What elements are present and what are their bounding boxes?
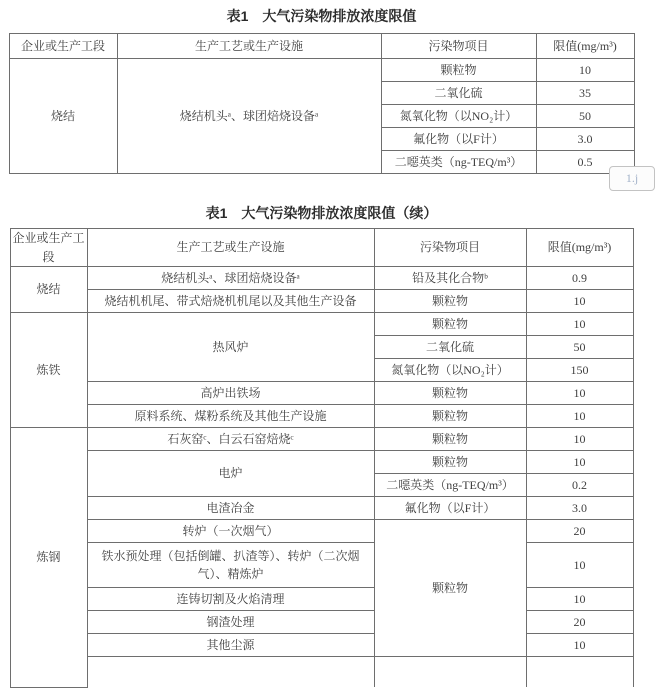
table-row	[10, 634, 633, 657]
header-process-facility: 生产工艺或生产设施	[87, 229, 374, 267]
table-row	[10, 290, 633, 313]
table-row	[10, 451, 633, 474]
pollutant-cell-merged: 颗粒物	[374, 520, 526, 657]
table-row-cutoff	[10, 657, 633, 688]
facility-cell: 电炉	[87, 451, 374, 497]
facility-cell: 高炉出铁场	[87, 382, 374, 405]
limit-cell: 0.9	[526, 267, 633, 290]
section-cell-sintering: 烧结	[10, 267, 87, 313]
pollutant-cell: 颗粒物	[374, 290, 526, 313]
table-row	[10, 382, 633, 405]
limit-cell: 10	[526, 588, 633, 611]
facility-cell: 铁水预处理（包括倒罐、扒渣等）、转炉（二次烟气）、精炼炉	[87, 543, 374, 588]
pollutant-cell	[374, 657, 526, 688]
table2-title: 表1 大气污染物排放浓度限值（续）	[205, 205, 438, 221]
limit-cell: 10	[526, 290, 633, 313]
limit-cell: 10	[536, 59, 634, 82]
limit-cell: 10	[526, 451, 633, 474]
limit-cell: 0.5	[536, 151, 634, 174]
limit-cell: 10	[526, 543, 633, 588]
limit-cell	[526, 657, 633, 688]
pollutant-cell: 颗粒物	[374, 451, 526, 474]
pollutant-cell: 氮氧化物（以NO₂计）	[381, 105, 536, 128]
section-cell: 烧结	[9, 59, 117, 174]
table2-header-row	[10, 229, 633, 267]
limit-cell: 20	[526, 520, 633, 543]
limit-cell: 50	[536, 105, 634, 128]
facility-cell: 转炉（一次烟气）	[87, 520, 374, 543]
pollutant-cell: 铅及其化合物ᵇ	[374, 267, 526, 290]
pollutant-cell: 氟化物（以F计）	[381, 128, 536, 151]
facility-cell: 热风炉	[87, 313, 374, 382]
facility-cell: 电渣冶金	[87, 497, 374, 520]
header-limit-value: 限值(mg/m³)	[526, 229, 633, 267]
limit-cell: 10	[526, 428, 633, 451]
table-row	[10, 405, 633, 428]
pollutant-cell: 二噁英类（ng-TEQ/m³）	[381, 151, 536, 174]
table-row	[10, 543, 633, 588]
facility-cell: 烧结机头ᵃ、球团焙烧设备ᵃ	[117, 59, 381, 174]
table1-title: 表1 大气污染物排放浓度限值	[226, 8, 417, 24]
facility-cell: 连铸切割及火焰清理	[87, 588, 374, 611]
table-row	[10, 588, 633, 611]
header-enterprise-section: 企业或生产工段	[9, 34, 117, 59]
table-row	[10, 313, 633, 336]
header-process-facility: 生产工艺或生产设施	[117, 34, 381, 59]
table-row	[9, 59, 634, 82]
limit-cell: 10	[526, 382, 633, 405]
pollutant-cell: 二噁英类（ng-TEQ/m³）	[374, 474, 526, 497]
pollutant-cell: 颗粒物	[374, 313, 526, 336]
limit-cell: 35	[536, 82, 634, 105]
limit-cell: 10	[526, 405, 633, 428]
table2-emission-limits-continued	[10, 228, 634, 688]
section-cell-ironmaking: 炼铁	[10, 313, 87, 428]
limit-cell: 20	[526, 611, 633, 634]
table1-header-row	[9, 34, 634, 59]
header-pollutant-item: 污染物项目	[374, 229, 526, 267]
facility-cell: 烧结机头ᵃ、球团焙烧设备ᵃ	[87, 267, 374, 290]
pollutant-cell: 氮氧化物（以NO₂计）	[374, 359, 526, 382]
limit-cell: 10	[526, 634, 633, 657]
pollutant-cell: 二氧化硫	[381, 82, 536, 105]
limit-cell: 10	[526, 313, 633, 336]
limit-cell: 3.0	[536, 128, 634, 151]
pollutant-cell: 二氧化硫	[374, 336, 526, 359]
table1-emission-limits	[9, 33, 635, 174]
limit-cell: 3.0	[526, 497, 633, 520]
facility-cell: 烧结机机尾、带式焙烧机机尾以及其他生产设备	[87, 290, 374, 313]
table-row	[10, 520, 633, 543]
limit-cell: 50	[526, 336, 633, 359]
facility-cell: 钢渣处理	[87, 611, 374, 634]
limit-cell: 150	[526, 359, 633, 382]
pollutant-cell: 颗粒物	[374, 382, 526, 405]
table-row	[10, 497, 633, 520]
header-pollutant-item: 污染物项目	[381, 34, 536, 59]
table-row	[10, 428, 633, 451]
facility-cell: 其他尘源	[87, 634, 374, 657]
header-limit-value: 限值(mg/m³)	[536, 34, 634, 59]
image-placeholder-badge[interactable]: 1.j	[609, 166, 655, 191]
facility-cell: 石灰窑ᶜ、白云石窑焙烧ᶜ	[87, 428, 374, 451]
facility-cell: 原料系统、煤粉系统及其他生产设施	[87, 405, 374, 428]
pollutant-cell: 颗粒物	[374, 405, 526, 428]
section-cell-steelmaking: 炼钢	[10, 428, 87, 688]
facility-cell	[87, 657, 374, 688]
pollutant-cell: 颗粒物	[374, 428, 526, 451]
pollutant-cell: 氟化物（以F计）	[374, 497, 526, 520]
header-enterprise-section: 企业或生产工段	[10, 229, 87, 267]
table-row	[10, 611, 633, 634]
table-row	[10, 267, 633, 290]
limit-cell: 0.2	[526, 474, 633, 497]
pollutant-cell: 颗粒物	[381, 59, 536, 82]
